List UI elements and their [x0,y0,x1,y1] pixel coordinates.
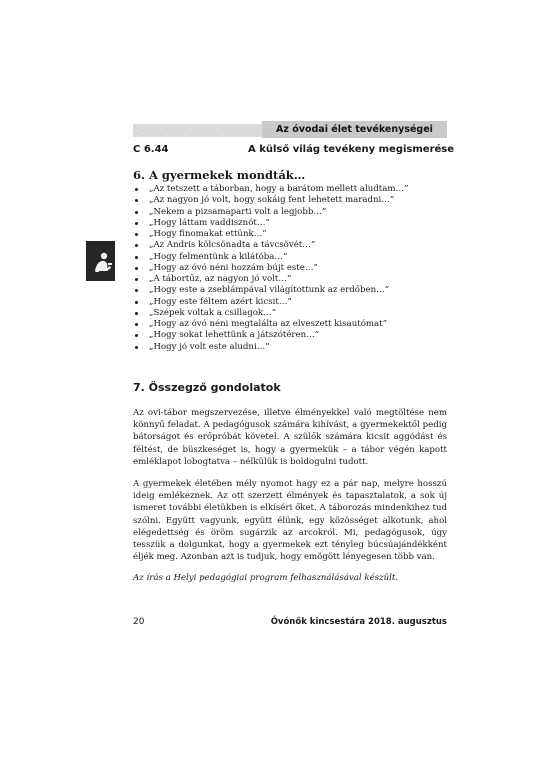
list-item: „Hogy az óvó néni hozzám bújt este…” [133,263,409,274]
list-item: „Hogy este féltem azért kicsit…” [133,297,409,308]
section-7-heading: 7. Összegző gondolatok [133,381,281,394]
page-number: 20 [133,617,145,627]
child-figure-icon [86,241,115,281]
list-item: „Hogy felmentünk a kilátóba…” [133,252,409,263]
source-note: Az írás a Helyi pedagógiai program felhasználásával készült. [133,573,399,583]
list-item: „A tábortűz, az nagyon jó volt…” [133,274,409,285]
running-subtitle: A külső világ tevékeny megismerése [248,144,455,155]
list-item: „Hogy este a zseblámpával világítottunk az erdőben…” [133,285,409,296]
list-item: „Az Andris kölcsönadta a távcsövét…” [133,240,409,251]
list-item: „Az nagyon jó volt, hogy sokáig fent lehetett maradni…” [133,195,409,206]
summary-paragraph-2: A gyermekek életében mély nyomot hagy ez a pár nap, melyre hosszú ideig emlékeznek. Az ott szerzett élmények és tapasztalatok, a sok új ismeret további életükben is elkíséri őket. A táborozás mindenkihez tud szólni. Együtt vagyunk, együtt élünk, egy közösséget alkotunk, ahol elégedettség és öröm sugárzik az arcokról. Mi, pedagógusok, úgy tesszük a dolgunkat, hogy a gyermekek ezt tényleg búcsúajándékként éljék meg. Azonban azt is tudjuk, hogy emögött lényegesen több van. [133,479,447,563]
list-item: „Szépek voltak a csillagok…” [133,308,409,319]
list-item: „Hogy finomakat ettünk…” [133,229,409,240]
list-item: „Hogy sokat lehettünk a játszótéren…” [133,330,409,341]
section-6-heading: 6. A gyermekek mondták… [133,168,306,182]
child-figure-icon-graphic [86,241,115,281]
list-item: „Az tetszett a táborban, hogy a barátom mellett aludtam…” [133,184,409,195]
list-item: „Hogy az óvó néni megtalálta az elveszett kisautómat” [133,319,409,330]
quote-list [133,184,409,353]
publication-title: Óvónők kincsestára 2018. augusztus [270,617,447,627]
list-item: „Hogy jó volt este aludni…” [133,342,409,353]
list-item: „Nekem a pizsamaparti volt a legjobb…” [133,207,409,218]
section-code: C 6.44 [133,144,169,155]
running-header-title: Az óvodai élet tevékenységei [262,121,447,138]
list-item: „Hogy láttam vaddisznót…” [133,218,409,229]
summary-paragraph-1: Az ovi-tábor megszervezése, illetve élményekkel való megtöltése nem könnyű feladat. A pedagógusok számára kihívást, a gyermekektől pedig bátorságot és erőpróbát követel. A szülők számára kicsit aggódást és féltést, de büszkeséget is, hogy a gyermekük – a tábor végén kapott emléklapot lobogtatva – nélkülük is boldogulni tudott. [133,408,447,467]
